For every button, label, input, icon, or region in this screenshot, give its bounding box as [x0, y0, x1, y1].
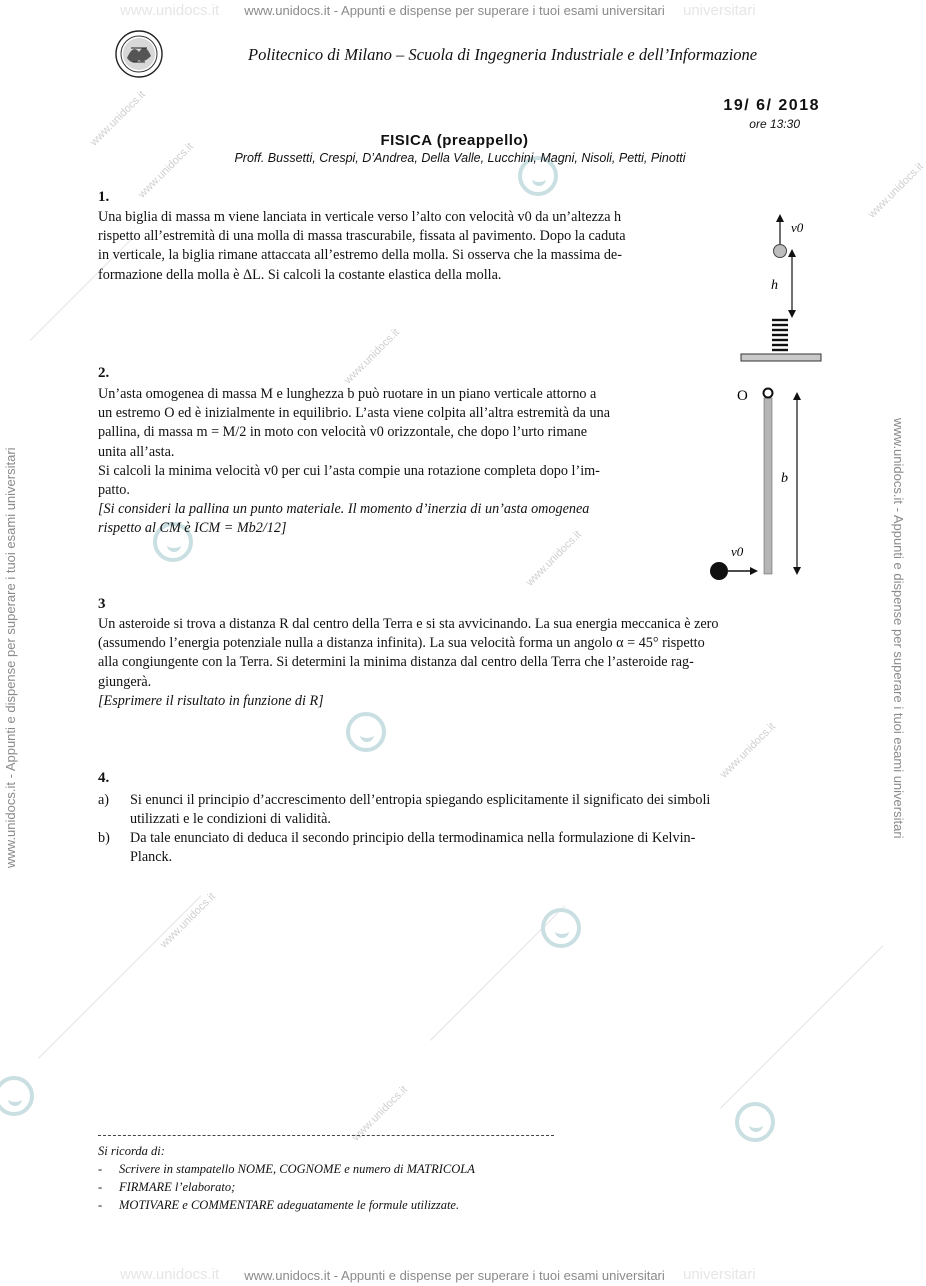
reminder-block [98, 1142, 618, 1214]
watermark-line [720, 945, 883, 1108]
bullet: - [98, 1162, 103, 1176]
watermark-logo [346, 712, 386, 752]
watermark-diagonal: www.unidocs.it [136, 140, 196, 201]
text-line: rispetto all’estremità di una molla di massa trascurabile, fissata al pavimento. Dopo la caduta [98, 228, 626, 245]
figure-rod-pivot [700, 380, 820, 585]
reminder-item [98, 1178, 618, 1196]
reminder-item-text: MOTIVARE e COMMENTARE adeguatamente le formule utilizzate. [119, 1198, 460, 1212]
watermark-faint-bottom-right: universitari [683, 1266, 756, 1283]
watermark-diagonal: www.unidocs.it [866, 160, 926, 221]
watermark-diagonal: www.unidocs.it [158, 890, 218, 951]
text-line: unita all’asta. [98, 443, 175, 460]
watermark-logo [541, 908, 581, 948]
problem-2-text [98, 385, 696, 539]
text-line: formazione della molla è ΔL. Si calcoli la costante elastica della molla. [98, 266, 502, 283]
problem-4-number: 4. [98, 770, 110, 786]
text-line: Planck. [130, 849, 173, 865]
watermark-logo [735, 1102, 775, 1142]
spring [772, 320, 788, 350]
text-line: alla congiungente con la Terra. Si determini la minima distanza dal centro della Terra che l’asteroide rag- [98, 654, 694, 671]
watermark-diagonal: www.unidocs.it [88, 88, 148, 149]
b-label: b [781, 471, 788, 486]
v0-label: v0 [731, 544, 744, 559]
problem-1-number: 1. [98, 189, 110, 205]
watermark-line [38, 895, 201, 1058]
rod [764, 398, 772, 574]
watermark-bottom: www.unidocs.it - Appunti e dispense per superare i tuoi esami universitari [244, 1268, 665, 1283]
problem-3-number: 3 [98, 596, 106, 612]
bullet: - [98, 1180, 103, 1194]
watermark-side-left: www.unidocs.it - Appunti e dispense per superare i tuoi esami universitari [3, 447, 18, 868]
reminder-title: Si ricorda di: [98, 1144, 165, 1158]
problem-4b-text [130, 829, 823, 867]
watermark-diagonal: www.unidocs.it [718, 720, 778, 781]
v0-label: v0 [791, 220, 804, 235]
pivot-point [764, 389, 773, 398]
reminder-item-text: Scrivere in stampatello NOME, COGNOME e numero di MATRICOLA [119, 1162, 475, 1176]
text-line: Un asteroide si trova a distanza R dal centro della Terra e si sta avvicinando. La sua energia meccanica è zero [98, 616, 719, 632]
problem-4a-marker: a) [98, 792, 110, 808]
text-line: pallina, di massa m = M/2 in moto con velocità v0 orizzontale, che dopo l’urto rimane [98, 424, 588, 441]
text-line: Un’asta omogenea di massa M e lunghezza b può ruotare in un piano verticale attorno a [98, 386, 597, 402]
reminder-item-text: FIRMARE l’elaborato; [119, 1180, 236, 1194]
watermark-top: www.unidocs.it - Appunti e dispense per superare i tuoi esami universitari [244, 3, 665, 18]
problem-4b-marker: b) [98, 830, 110, 846]
text-line: Una biglia di massa m viene lanciata in verticale verso l’alto con velocità v0 da un’altezza h [98, 209, 622, 225]
text-line: giungerà. [98, 673, 152, 690]
reminder-item [98, 1196, 618, 1214]
text-line: (assumendo l’energia potenziale nulla a distanza infinita). La sua velocità forma un angolo α = 45° rispetto [98, 635, 705, 652]
text-line: Da tale enunciato di deduca il secondo principio della termodinamica nella formulazione di Kelvin- [130, 830, 696, 846]
text-line: un estremo O ed è inizialmente in equilibrio. L’asta viene colpita all’altra estremità da una [98, 405, 611, 422]
problem-3-note: [Esprimere il risultato in funzione di R] [98, 692, 324, 709]
ball [710, 562, 728, 580]
watermark-faint-top-right: universitari [683, 2, 756, 19]
problem-4a-text [130, 791, 823, 829]
problem-3-text [98, 615, 822, 711]
exam-title: FISICA (preappello) [380, 132, 529, 149]
pivot-label: O [737, 388, 748, 404]
marble [774, 245, 787, 258]
text-line: utilizzati e le condizioni di validità. [130, 811, 331, 827]
bullet: - [98, 1198, 103, 1212]
institution-header: Politecnico di Milano – Scuola di Ingegneria Industriale e dell’Informazione [248, 45, 758, 64]
text-line: Si calcoli la minima velocità v0 per cui l’asta compie una rotazione completa dopo l’im- [98, 462, 600, 479]
text-line: patto. [98, 482, 130, 499]
watermark-logo [0, 1076, 34, 1116]
exam-time: ore 13:30 [749, 117, 800, 131]
watermark-diagonal: www.unidocs.it [342, 326, 402, 387]
watermark-faint-bottom-left: www.unidocs.it [120, 1266, 220, 1283]
reminder-item [98, 1160, 618, 1178]
text-line: in verticale, la biglia rimane attaccata all’estremo della molla. Si osserva che la massima de- [98, 247, 622, 264]
watermark-diagonal: www.unidocs.it [524, 528, 584, 589]
floor [741, 354, 821, 361]
h-label: h [771, 278, 778, 293]
footer-divider [98, 1135, 554, 1136]
problem-2-note: [Si consideri la pallina un punto materiale. Il momento d’inerzia di un’asta omogenea [98, 501, 590, 518]
figure-spring-marble [735, 210, 825, 365]
watermark-diagonal: www.unidocs.it [350, 1083, 410, 1144]
problem-1-text [98, 208, 728, 285]
problem-2-note: rispetto al CM è ICM = Mb2/12] [98, 520, 287, 537]
watermark-faint-top-left: www.unidocs.it [120, 2, 220, 19]
university-seal-logo [113, 28, 165, 80]
professors-list: Proff. Bussetti, Crespi, D’Andrea, Della Valle, Lucchini, Magni, Nisoli, Petti, Pinotti [234, 151, 686, 165]
text-line: Si enunci il principio d’accrescimento dell’entropia spiegando esplicitamente il significato dei simboli [130, 792, 711, 808]
exam-date: 19/ 6/ 2018 [723, 97, 820, 114]
watermark-side-right: www.unidocs.it - Appunti e dispense per superare i tuoi esami universitari [891, 418, 906, 839]
problem-2-number: 2. [98, 365, 110, 381]
